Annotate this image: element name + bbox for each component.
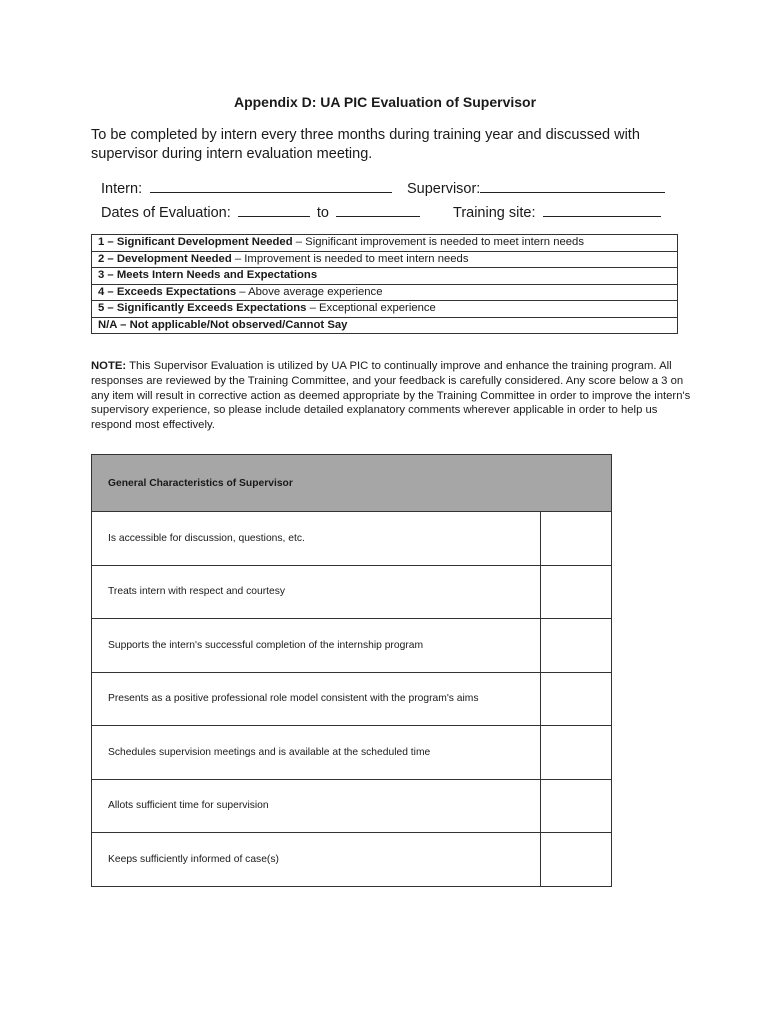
legend-key: N/A – Not applicable/Not observed/Cannot Say (98, 318, 348, 331)
rating-legend (91, 234, 678, 334)
evaluation-table (91, 454, 612, 887)
supervisor-field-row (407, 178, 665, 197)
note-text: This Supervisor Evaluation is utilized by UA PIC to continually improve and enhance the training program. All responses are reviewed by the Training Committee, and your feedback is carefully considered. Any score below a 3 on any item will result in corrective action as deemed appropriate by the Training Committee in order to improve the intern's supervisory experience, so please include detailed explanatory comments wherever applicable in order to help us respond most effectively. (91, 360, 691, 432)
score-cell[interactable] (541, 726, 612, 780)
score-cell[interactable] (541, 833, 612, 887)
legend-row (92, 268, 678, 285)
score-cell[interactable] (541, 512, 612, 566)
evaluation-header-row (92, 455, 612, 512)
criterion-label: Is accessible for discussion, questions, etc. (92, 512, 541, 566)
site-field-row (453, 202, 661, 221)
criterion-label: Presents as a positive professional role model consistent with the program's aims (92, 672, 541, 726)
table-row (92, 512, 612, 566)
legend-desc: – Significant improvement is needed to meet intern needs (292, 236, 584, 249)
legend-key: 2 – Development Needed (98, 252, 232, 265)
intern-label: Intern: (101, 181, 143, 197)
legend-row (92, 284, 678, 301)
criterion-label: Keeps sufficiently informed of case(s) (92, 833, 541, 887)
legend-desc: – Exceptional experience (306, 302, 436, 315)
legend-key: 5 – Significantly Exceeds Expectations (98, 302, 307, 315)
to-label: to (316, 205, 329, 221)
note-paragraph (91, 359, 691, 433)
intern-input-line[interactable] (150, 178, 392, 193)
legend-key: 4 – Exceeds Expectations (98, 285, 237, 298)
table-row (92, 672, 612, 726)
legend-row (92, 301, 678, 318)
dates-label: Dates of Evaluation: (101, 205, 231, 221)
score-cell[interactable] (541, 672, 612, 726)
score-cell[interactable] (541, 779, 612, 833)
legend-key: 1 – Significant Development Needed (98, 236, 293, 249)
legend-key: 3 – Meets Intern Needs and Expectations (98, 269, 318, 282)
start-date-input-line[interactable] (238, 202, 310, 217)
legend-desc: – Improvement is needed to meet intern needs (231, 252, 469, 265)
legend-row (92, 235, 678, 252)
site-input-line[interactable] (543, 202, 661, 217)
table-row (92, 565, 612, 619)
legend-row (92, 251, 678, 268)
criterion-label: Allots sufficient time for supervision (92, 779, 541, 833)
table-row (92, 619, 612, 673)
page-title: Appendix D: UA PIC Evaluation of Supervisor (233, 94, 537, 110)
evaluation-header: General Characteristics of Supervisor (92, 455, 612, 512)
supervisor-input-line[interactable] (480, 178, 665, 193)
dates-field-row (101, 202, 420, 221)
table-row (92, 726, 612, 780)
intro-text: To be completed by intern every three months during training year and discussed with supervisor during intern evaluation meeting. (91, 127, 640, 162)
site-label: Training site: (453, 205, 536, 221)
legend-desc: – Above average experience (236, 285, 383, 298)
criterion-label: Supports the intern's successful completion of the internship program (92, 619, 541, 673)
criterion-label: Treats intern with respect and courtesy (92, 565, 541, 619)
intern-field-row (101, 178, 392, 197)
note-label: NOTE: (91, 360, 127, 372)
criterion-label: Schedules supervision meetings and is available at the scheduled time (92, 726, 541, 780)
legend-row (92, 317, 678, 334)
score-cell[interactable] (541, 619, 612, 673)
supervisor-label: Supervisor: (407, 181, 481, 197)
score-cell[interactable] (541, 565, 612, 619)
end-date-input-line[interactable] (336, 202, 420, 217)
table-row (92, 833, 612, 887)
table-row (92, 779, 612, 833)
